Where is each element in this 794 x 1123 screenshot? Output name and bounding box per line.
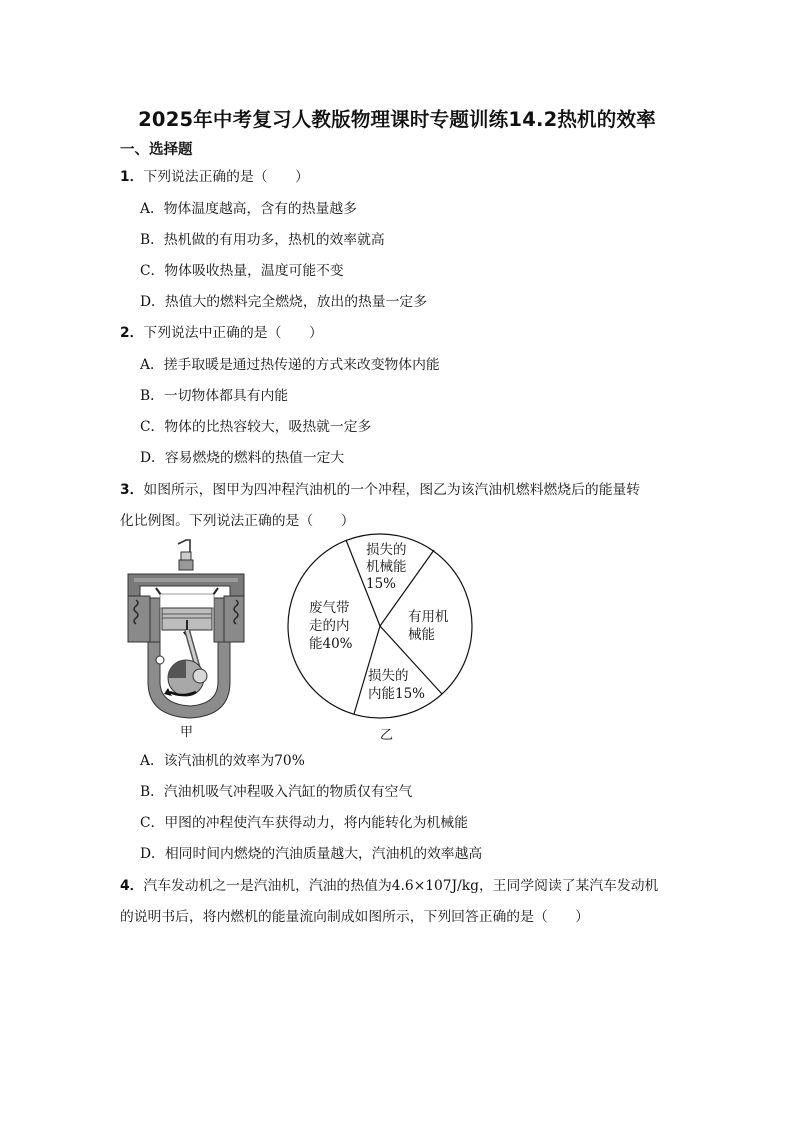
question-number: 4． <box>120 878 144 894</box>
question-text: 汽车发动机之一是汽油机，汽油的热值为4.6×107J/kg，王同学阅读了某汽车发动机 <box>143 878 659 894</box>
q3-option-b: B．汽油机吸气冲程吸入汽缸的物质仅有空气 <box>140 784 413 800</box>
pie-label-loss-heat: 内能15% <box>368 686 426 702</box>
q1-option-a: A．物体温度越高，含有的热量越多 <box>140 201 357 217</box>
q3-option-c: C．甲图的冲程使汽车获得动力，将内能转化为机械能 <box>140 815 468 831</box>
question-1-stem <box>120 165 309 185</box>
engine-diagram <box>120 538 260 726</box>
pie-label-exhaust: 走的内 <box>309 618 350 634</box>
q1-option-d: D．热值大的燃料完全燃烧，放出的热量一定多 <box>140 294 427 310</box>
page-title: 2025年中考复习人教版物理课时专题训练14.2热机的效率 <box>138 108 656 131</box>
pie-label-useful: 有用机 <box>408 609 449 625</box>
q2-option-a: A．搓手取暖是通过热传递的方式来改变物体内能 <box>140 357 440 373</box>
question-text: 下列说法正确的是（ ） <box>143 169 309 185</box>
section-heading: 一、选择题 <box>120 142 193 158</box>
question-3-stem-cont: 化比例图。下列说法正确的是（ ） <box>120 513 355 529</box>
q2-option-b: B．一切物体都具有内能 <box>140 388 289 404</box>
q1-option-c: C．物体吸收热量，温度可能不变 <box>140 263 344 279</box>
energy-pie-chart <box>282 528 482 724</box>
question-number: 3． <box>120 482 144 498</box>
q2-option-d: D．容易燃烧的燃料的热值一定大 <box>140 450 345 466</box>
pie-label-exhaust: 废气带 <box>309 600 350 616</box>
crankshaft-icon <box>156 656 207 696</box>
q2-option-c: C．物体的比热容较大，吸热就一定多 <box>140 419 372 435</box>
question-4-stem <box>120 874 658 894</box>
q3-option-a: A．该汽油机的效率为70% <box>140 753 305 769</box>
question-2-stem <box>120 321 323 341</box>
question-text: 如图所示，图甲为四冲程汽油机的一个冲程，图乙为该汽油机燃料燃烧后的能量转 <box>143 482 641 498</box>
question-number: 2． <box>120 325 144 341</box>
question-text: 下列说法中正确的是（ ） <box>143 325 323 341</box>
figure-label-jia: 甲 <box>180 725 194 740</box>
question-number: 1． <box>120 169 144 185</box>
pie-label-exhaust: 能40% <box>309 636 353 652</box>
spark-plug-icon <box>178 540 193 570</box>
pie-label-loss-heat: 损失的 <box>368 668 409 684</box>
figure-label-yi: 乙 <box>380 728 394 743</box>
pie-label-useful: 械能 <box>408 627 435 643</box>
pie-label-loss-mech: 损失的 <box>366 542 407 558</box>
question-3-stem <box>120 478 640 498</box>
pie-label-loss-mech: 机械能 <box>366 559 407 575</box>
pie-label-loss-mech: 15% <box>366 576 397 592</box>
q1-option-b: B．热机做的有用功多，热机的效率就高 <box>140 232 385 248</box>
q3-option-d: D．相同时间内燃烧的汽油质量越大，汽油机的效率越高 <box>140 846 483 862</box>
question-4-stem-cont: 的说明书后，将内燃机的能量流向制成如图所示，下列回答正确的是（ ） <box>120 909 590 925</box>
